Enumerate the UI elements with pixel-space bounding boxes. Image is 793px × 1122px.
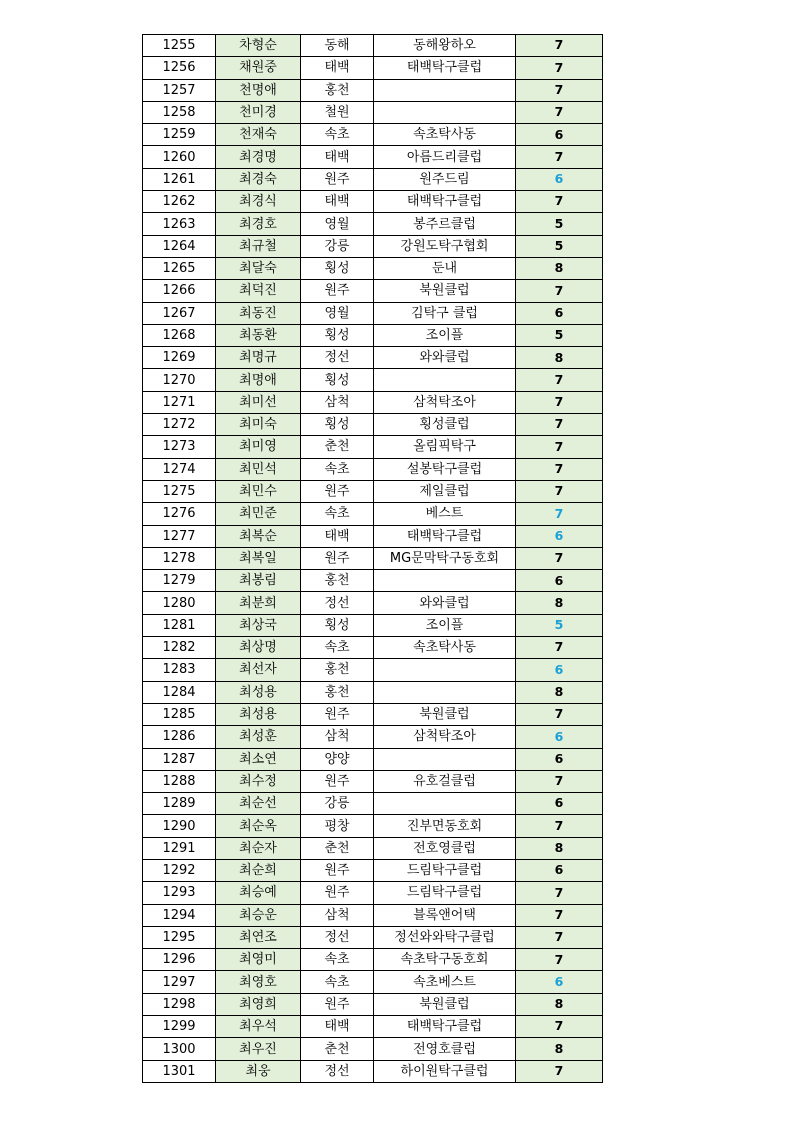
table-row (143, 770, 603, 792)
row-number-cell: 1270 (143, 369, 216, 391)
table-row (143, 168, 603, 190)
table-row (143, 525, 603, 547)
grade-cell: 7 (516, 815, 603, 837)
row-number-cell: 1274 (143, 458, 216, 480)
row-number-cell: 1299 (143, 1016, 216, 1038)
member-name-cell: 최규철 (216, 235, 301, 257)
table-row (143, 681, 603, 703)
club-cell: 아름드리클럽 (374, 146, 516, 168)
row-number-cell: 1258 (143, 101, 216, 123)
club-cell: 둔내 (374, 257, 516, 279)
row-number-cell: 1293 (143, 882, 216, 904)
table-row (143, 614, 603, 636)
club-cell: 설봉탁구클럽 (374, 458, 516, 480)
row-number-cell: 1296 (143, 949, 216, 971)
row-number-cell: 1263 (143, 213, 216, 235)
grade-cell: 6 (516, 748, 603, 770)
region-cell: 동해 (301, 35, 374, 57)
member-name-cell: 최경숙 (216, 168, 301, 190)
row-number-cell: 1265 (143, 257, 216, 279)
table-row (143, 592, 603, 614)
row-number-cell: 1266 (143, 280, 216, 302)
grade-cell: 7 (516, 79, 603, 101)
grade-cell: 6 (516, 124, 603, 146)
table-row (143, 458, 603, 480)
table-row (143, 793, 603, 815)
grade-cell: 7 (516, 882, 603, 904)
region-cell: 춘천 (301, 837, 374, 859)
region-cell: 평창 (301, 815, 374, 837)
grade-cell: 8 (516, 257, 603, 279)
member-name-cell: 최복일 (216, 547, 301, 569)
table-row (143, 191, 603, 213)
table-row (143, 347, 603, 369)
club-cell: 북원클럽 (374, 703, 516, 725)
table-row (143, 79, 603, 101)
row-number-cell: 1281 (143, 614, 216, 636)
member-name-cell: 최미영 (216, 436, 301, 458)
grade-cell: 6 (516, 971, 603, 993)
region-cell: 양양 (301, 748, 374, 770)
club-cell: 조이플 (374, 614, 516, 636)
grade-cell: 8 (516, 592, 603, 614)
grade-cell: 7 (516, 547, 603, 569)
grade-cell: 7 (516, 703, 603, 725)
member-name-cell: 최우진 (216, 1038, 301, 1060)
region-cell: 횡성 (301, 369, 374, 391)
member-name-cell: 최소연 (216, 748, 301, 770)
region-cell: 철원 (301, 101, 374, 123)
table-row (143, 815, 603, 837)
grade-cell: 8 (516, 347, 603, 369)
member-name-cell: 최성용 (216, 703, 301, 725)
row-number-cell: 1267 (143, 302, 216, 324)
region-cell: 속초 (301, 971, 374, 993)
member-name-cell: 최영호 (216, 971, 301, 993)
region-cell: 원주 (301, 280, 374, 302)
club-cell: 북원클럽 (374, 993, 516, 1015)
club-cell: 정선와와탁구클럽 (374, 926, 516, 948)
row-number-cell: 1295 (143, 926, 216, 948)
grade-cell: 7 (516, 1060, 603, 1082)
region-cell: 속초 (301, 503, 374, 525)
grade-cell: 6 (516, 570, 603, 592)
member-name-cell: 최성훈 (216, 726, 301, 748)
member-name-cell: 최순자 (216, 837, 301, 859)
region-cell: 태백 (301, 525, 374, 547)
grade-cell: 8 (516, 1038, 603, 1060)
table-row (143, 949, 603, 971)
region-cell: 속초 (301, 637, 374, 659)
club-cell: 삼척탁조아 (374, 391, 516, 413)
region-cell: 횡성 (301, 324, 374, 346)
grade-cell: 8 (516, 993, 603, 1015)
club-cell: 베스트 (374, 503, 516, 525)
grade-cell: 7 (516, 191, 603, 213)
grade-cell: 7 (516, 637, 603, 659)
club-cell: 원주드림 (374, 168, 516, 190)
row-number-cell: 1289 (143, 793, 216, 815)
row-number-cell: 1256 (143, 57, 216, 79)
grade-cell: 5 (516, 213, 603, 235)
club-cell (374, 659, 516, 681)
row-number-cell: 1287 (143, 748, 216, 770)
region-cell: 태백 (301, 191, 374, 213)
row-number-cell: 1283 (143, 659, 216, 681)
row-number-cell: 1277 (143, 525, 216, 547)
club-cell: 와와클럽 (374, 592, 516, 614)
region-cell: 삼척 (301, 726, 374, 748)
table-row (143, 414, 603, 436)
table-row (143, 659, 603, 681)
club-cell: 제일클럽 (374, 480, 516, 502)
region-cell: 속초 (301, 949, 374, 971)
member-name-cell: 최민준 (216, 503, 301, 525)
region-cell: 원주 (301, 480, 374, 502)
grade-cell: 7 (516, 369, 603, 391)
row-number-cell: 1278 (143, 547, 216, 569)
club-cell: 김탁구 클럽 (374, 302, 516, 324)
region-cell: 원주 (301, 993, 374, 1015)
region-cell: 정선 (301, 592, 374, 614)
row-number-cell: 1286 (143, 726, 216, 748)
row-number-cell: 1292 (143, 859, 216, 881)
member-name-cell: 최선자 (216, 659, 301, 681)
grade-cell: 7 (516, 926, 603, 948)
club-cell: 강원도탁구협회 (374, 235, 516, 257)
region-cell: 삼척 (301, 904, 374, 926)
member-name-cell: 최순선 (216, 793, 301, 815)
member-name-cell: 천명애 (216, 79, 301, 101)
club-cell (374, 681, 516, 703)
member-name-cell: 최경호 (216, 213, 301, 235)
club-cell: 동해왕하오 (374, 35, 516, 57)
club-cell: 속초탁사동 (374, 637, 516, 659)
row-number-cell: 1297 (143, 971, 216, 993)
member-name-cell: 최달숙 (216, 257, 301, 279)
region-cell: 홍천 (301, 570, 374, 592)
row-number-cell: 1294 (143, 904, 216, 926)
club-cell: 속초탁구동호회 (374, 949, 516, 971)
club-cell (374, 748, 516, 770)
table-row (143, 859, 603, 881)
member-name-cell: 최상명 (216, 637, 301, 659)
table-row (143, 101, 603, 123)
grade-cell: 7 (516, 414, 603, 436)
club-cell (374, 79, 516, 101)
table-row (143, 971, 603, 993)
row-number-cell: 1264 (143, 235, 216, 257)
member-name-cell: 최순희 (216, 859, 301, 881)
club-cell: 태백탁구클럽 (374, 525, 516, 547)
table-row (143, 503, 603, 525)
region-cell: 정선 (301, 926, 374, 948)
table-row (143, 369, 603, 391)
member-name-cell: 최동환 (216, 324, 301, 346)
region-cell: 원주 (301, 547, 374, 569)
club-cell: 속초베스트 (374, 971, 516, 993)
club-cell (374, 793, 516, 815)
region-cell: 홍천 (301, 681, 374, 703)
region-cell: 횡성 (301, 614, 374, 636)
region-cell: 원주 (301, 703, 374, 725)
member-name-cell: 최복순 (216, 525, 301, 547)
member-name-cell: 최수정 (216, 770, 301, 792)
region-cell: 원주 (301, 882, 374, 904)
region-cell: 태백 (301, 1016, 374, 1038)
table-row (143, 57, 603, 79)
club-cell: 조이플 (374, 324, 516, 346)
member-name-cell: 천재숙 (216, 124, 301, 146)
row-number-cell: 1291 (143, 837, 216, 859)
grade-cell: 7 (516, 280, 603, 302)
row-number-cell: 1269 (143, 347, 216, 369)
member-name-cell: 최민석 (216, 458, 301, 480)
row-number-cell: 1260 (143, 146, 216, 168)
grade-cell: 7 (516, 146, 603, 168)
row-number-cell: 1255 (143, 35, 216, 57)
member-name-cell: 최동진 (216, 302, 301, 324)
row-number-cell: 1282 (143, 637, 216, 659)
table-row (143, 302, 603, 324)
grade-cell: 6 (516, 726, 603, 748)
grade-cell: 5 (516, 235, 603, 257)
grade-cell: 5 (516, 614, 603, 636)
row-number-cell: 1275 (143, 480, 216, 502)
grade-cell: 7 (516, 35, 603, 57)
club-cell (374, 369, 516, 391)
table-row (143, 1060, 603, 1082)
row-number-cell: 1284 (143, 681, 216, 703)
region-cell: 원주 (301, 168, 374, 190)
grade-cell: 7 (516, 503, 603, 525)
region-cell: 원주 (301, 859, 374, 881)
club-cell: 속초탁사동 (374, 124, 516, 146)
row-number-cell: 1301 (143, 1060, 216, 1082)
region-cell: 정선 (301, 1060, 374, 1082)
row-number-cell: 1259 (143, 124, 216, 146)
grade-cell: 7 (516, 480, 603, 502)
region-cell: 강릉 (301, 235, 374, 257)
region-cell: 삼척 (301, 391, 374, 413)
table-row (143, 235, 603, 257)
table-row (143, 570, 603, 592)
table-row (143, 1038, 603, 1060)
table-row (143, 703, 603, 725)
member-name-cell: 최민수 (216, 480, 301, 502)
region-cell: 속초 (301, 124, 374, 146)
member-name-cell: 최미숙 (216, 414, 301, 436)
grade-cell: 7 (516, 949, 603, 971)
region-cell: 홍천 (301, 659, 374, 681)
grade-cell: 7 (516, 458, 603, 480)
table-row (143, 213, 603, 235)
table-row (143, 124, 603, 146)
member-name-cell: 최영미 (216, 949, 301, 971)
region-cell: 영월 (301, 213, 374, 235)
table-row (143, 748, 603, 770)
member-name-cell: 최승운 (216, 904, 301, 926)
member-name-cell: 최명규 (216, 347, 301, 369)
club-cell: 태백탁구클럽 (374, 1016, 516, 1038)
member-table (142, 34, 603, 1083)
region-cell: 춘천 (301, 1038, 374, 1060)
row-number-cell: 1288 (143, 770, 216, 792)
member-name-cell: 천미경 (216, 101, 301, 123)
table-row (143, 324, 603, 346)
club-cell: 삼척탁조아 (374, 726, 516, 748)
member-name-cell: 최경명 (216, 146, 301, 168)
member-name-cell: 최분희 (216, 592, 301, 614)
member-name-cell: 최봉림 (216, 570, 301, 592)
grade-cell: 7 (516, 436, 603, 458)
member-name-cell: 최연조 (216, 926, 301, 948)
club-cell: 진부면동호회 (374, 815, 516, 837)
member-name-cell: 최우석 (216, 1016, 301, 1038)
row-number-cell: 1290 (143, 815, 216, 837)
member-name-cell: 최승예 (216, 882, 301, 904)
grade-cell: 7 (516, 57, 603, 79)
grade-cell: 8 (516, 681, 603, 703)
region-cell: 횡성 (301, 257, 374, 279)
region-cell: 속초 (301, 458, 374, 480)
member-name-cell: 최영희 (216, 993, 301, 1015)
member-name-cell: 채원중 (216, 57, 301, 79)
grade-cell: 5 (516, 324, 603, 346)
club-cell: 전호영클럽 (374, 837, 516, 859)
club-cell (374, 570, 516, 592)
member-name-cell: 차형순 (216, 35, 301, 57)
grade-cell: 7 (516, 904, 603, 926)
table-row (143, 280, 603, 302)
club-cell: MG문막탁구동호회 (374, 547, 516, 569)
grade-cell: 7 (516, 1016, 603, 1038)
grade-cell: 8 (516, 837, 603, 859)
table-row (143, 257, 603, 279)
table-row (143, 837, 603, 859)
club-cell: 하이원탁구클럽 (374, 1060, 516, 1082)
table-row (143, 480, 603, 502)
table-row (143, 1016, 603, 1038)
grade-cell: 7 (516, 101, 603, 123)
club-cell: 전영호클럽 (374, 1038, 516, 1060)
row-number-cell: 1279 (143, 570, 216, 592)
club-cell: 드림탁구클럽 (374, 882, 516, 904)
region-cell: 영월 (301, 302, 374, 324)
table-row (143, 391, 603, 413)
region-cell: 태백 (301, 57, 374, 79)
member-name-cell: 최미선 (216, 391, 301, 413)
table-row (143, 547, 603, 569)
club-cell: 올림픽탁구 (374, 436, 516, 458)
table-row (143, 904, 603, 926)
region-cell: 춘천 (301, 436, 374, 458)
member-name-cell: 최명애 (216, 369, 301, 391)
member-name-cell: 최상국 (216, 614, 301, 636)
region-cell: 원주 (301, 770, 374, 792)
row-number-cell: 1272 (143, 414, 216, 436)
row-number-cell: 1262 (143, 191, 216, 213)
row-number-cell: 1273 (143, 436, 216, 458)
row-number-cell: 1261 (143, 168, 216, 190)
row-number-cell: 1300 (143, 1038, 216, 1060)
table-row (143, 993, 603, 1015)
member-name-cell: 최웅 (216, 1060, 301, 1082)
table-row (143, 436, 603, 458)
grade-cell: 7 (516, 770, 603, 792)
row-number-cell: 1271 (143, 391, 216, 413)
club-cell (374, 101, 516, 123)
club-cell: 봉주르클럽 (374, 213, 516, 235)
grade-cell: 6 (516, 659, 603, 681)
table-row (143, 726, 603, 748)
club-cell: 북원클럽 (374, 280, 516, 302)
club-cell: 유호걸클럽 (374, 770, 516, 792)
club-cell: 와와클럽 (374, 347, 516, 369)
region-cell: 강릉 (301, 793, 374, 815)
grade-cell: 6 (516, 525, 603, 547)
member-name-cell: 최경식 (216, 191, 301, 213)
member-name-cell: 최순옥 (216, 815, 301, 837)
region-cell: 태백 (301, 146, 374, 168)
member-name-cell: 최덕진 (216, 280, 301, 302)
table-row (143, 882, 603, 904)
club-cell: 횡성클럽 (374, 414, 516, 436)
club-cell: 드림탁구클럽 (374, 859, 516, 881)
row-number-cell: 1257 (143, 79, 216, 101)
table-row (143, 926, 603, 948)
grade-cell: 6 (516, 793, 603, 815)
row-number-cell: 1298 (143, 993, 216, 1015)
row-number-cell: 1268 (143, 324, 216, 346)
grade-cell: 6 (516, 302, 603, 324)
grade-cell: 6 (516, 168, 603, 190)
region-cell: 홍천 (301, 79, 374, 101)
row-number-cell: 1285 (143, 703, 216, 725)
club-cell: 태백탁구클럽 (374, 191, 516, 213)
member-table-body (143, 35, 603, 1083)
row-number-cell: 1280 (143, 592, 216, 614)
row-number-cell: 1276 (143, 503, 216, 525)
table-row (143, 146, 603, 168)
region-cell: 횡성 (301, 414, 374, 436)
grade-cell: 7 (516, 391, 603, 413)
table-row (143, 637, 603, 659)
region-cell: 정선 (301, 347, 374, 369)
table-row (143, 35, 603, 57)
club-cell: 태백탁구클럽 (374, 57, 516, 79)
member-name-cell: 최성용 (216, 681, 301, 703)
grade-cell: 6 (516, 859, 603, 881)
club-cell: 블록앤어택 (374, 904, 516, 926)
